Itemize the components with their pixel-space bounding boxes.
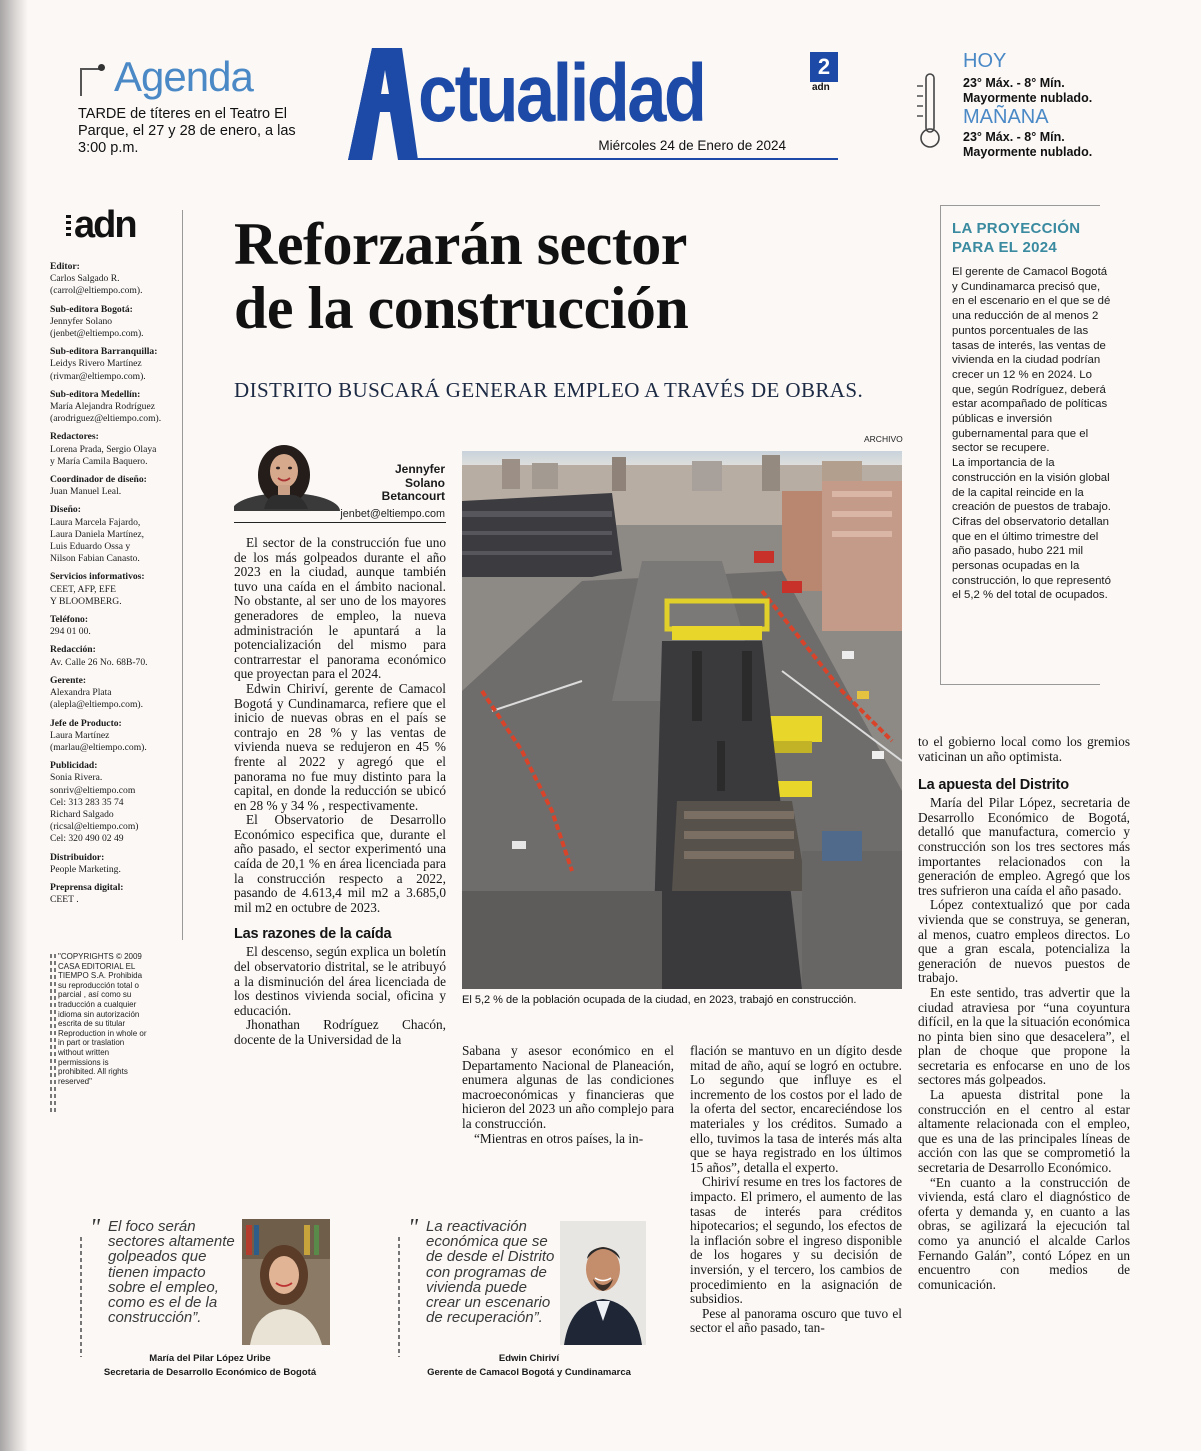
staff-detail: Cel: 320 490 02 49 [50, 833, 124, 845]
staff-detail: María Alejandra Rodríguez [50, 401, 155, 413]
staff-detail: Nilson Fabian Canasto. [50, 553, 140, 565]
staff-role: Gerente: [50, 674, 87, 686]
staff-detail: Cel: 313 283 35 74 [50, 796, 124, 808]
article-paragraph: La apuesta distrital pone la construcción en el centro al estar altamente relacionada con el empleo, que es una de las principales líneas de acción con las que se comprometió la secretaria de Desarrollo Económico. [918, 1087, 1130, 1176]
staff-detail: Av. Calle 26 No. 68B-70. [50, 656, 148, 668]
author-name-line: Solano [404, 475, 445, 490]
article-headline [234, 212, 894, 340]
agenda-dot-icon [98, 64, 105, 71]
staff-entry [50, 431, 180, 468]
weather-today-text: 23° Máx. - 8° Mín. Mayormente nublado. [963, 76, 1093, 105]
staff-role: Sub-editora Bogotá: [50, 303, 133, 315]
article-paragraph: El sector de la construcción fue uno de los más golpeados durante el año 2023 en la ciudad, aunque también tuvo una caída en el ámbito nacional. No obstante, al ser uno de los mayores generadores de empleo, la nueva administración le apuntará a la potencialización del mismo para contrarrestar el panorama económico que proyectan para el 2024. [234, 535, 446, 682]
staff-detail: CEET . [50, 894, 79, 906]
staff-entry [50, 852, 180, 876]
page-number-badge: 2 [810, 52, 838, 82]
copyright-text: "COPYRIGHTS © 2009 CASA EDITORIAL EL TIEMPO S.A. Prohibida su reproducción total o parcial , así como su traducción a cualquier idioma sin autorización escrita de su titular Reproduction in whole or in part or traslation without written permissions is prohibited. All rights reserved" [58, 952, 147, 1086]
logo-bars-icon [66, 215, 71, 239]
article-column-4 [918, 735, 1130, 1292]
article-paragraph: Pese al panorama oscuro que tuvo el sector el año pasado, tan- [690, 1305, 902, 1336]
staff-detail: Luis Eduardo Ossa y [50, 541, 131, 553]
article-paragraph: El descenso, según explica un boletín del observatorio distrital, se le atribuyó a la disminución del área licenciada de los destinos vivienda social, oficina y educación. [234, 944, 446, 1018]
article-paragraph: to el gobierno local como los gremios vaticinan un año optimista. [918, 734, 1130, 764]
quote-mark-icon: " [90, 1215, 101, 1241]
staff-role: Preprensa digital: [50, 881, 124, 893]
copyright-rule [50, 954, 52, 1114]
staff-detail: Lorena Prada, Sergio Olaya [50, 443, 157, 455]
staff-entry [50, 304, 180, 341]
sidebar-paragraph: La importancia de la construcción en la visión global de la capital reincide en la creación de puestos de trabajo. Cifras del observatorio detallan que en el último trimestre del año pasado, hubo 221 mil personas ocupadas en la construcción, lo que representó el 5,2 % del total de ocupados. [952, 457, 1111, 602]
staff-detail: Juan Manuel Leal. [50, 486, 122, 498]
staff-entry [50, 882, 180, 906]
staff-detail: Carlos Salgado R. [50, 273, 120, 285]
staff-entry [50, 346, 180, 383]
masthead-section-title: ctualidad [418, 48, 705, 139]
staff-detail: Alexandra Plata [50, 687, 112, 699]
agenda-bracket-icon [80, 68, 104, 96]
sidebar-body [952, 265, 1112, 603]
staff-entry [50, 504, 180, 565]
article-paragraph: El Observatorio de Desarrollo Económico especifica que, durante el año pasado, el sector experimentó una caída de 20,1 % en área licenciada para la construcción respecto a 2022, pasando de 4.613,4 mil m2 a 3.685,0 mil m2 en octubre de 2023. [234, 812, 446, 915]
staff-entry [50, 760, 180, 845]
agenda-title: Agenda [114, 53, 253, 100]
issue-date: Miércoles 24 de Enero de 2024 [598, 138, 786, 153]
quote-mark-icon: " [408, 1215, 419, 1241]
section-heading: La apuesta del Distrito [918, 777, 1069, 794]
staff-entry [50, 644, 180, 668]
agenda-text: TARDE de títeres en el Teatro El Parque, el 27 y 28 de enero, a las 3:00 p.m. [78, 106, 296, 156]
author-email[interactable]: jenbet@eltiempo.com [340, 508, 445, 520]
staff-box [50, 205, 180, 912]
staff-entry [50, 571, 180, 608]
masthead [340, 44, 840, 164]
article-paragraph: “En cuanto a la construcción de vivienda, está claro el diagnóstico de oferta y demanda y, en cuanto a las obras, se agilizará la ejecución tal como ya anunció el alcalde Carlos Fernando Galán”, contó López en un encuentro con medios de comunicación. [918, 1174, 1130, 1292]
staff-entry [50, 718, 180, 755]
staff-role: Sub-editora Barranquilla: [50, 346, 158, 358]
article-column-2 [462, 1044, 674, 1146]
quote-rule [80, 1237, 82, 1357]
article-subhead: DISTRITO BUSCARÁ GENERAR EMPLEO A TRAVÉS DE OBRAS. [234, 378, 864, 402]
article-column-1 [234, 536, 446, 1048]
staff-detail: (ricsal@eltiempo.com) [50, 821, 139, 833]
article-paragraph: “Mientras en otros países, la in- [474, 1130, 644, 1146]
article-paragraph: López contextualizó que por cada vivienda que se construya, se generan, al menos, cuatro empleos directos. Lo que a gran escala, potencializa la generación de nuevos puestos de trabajo. [918, 897, 1130, 986]
author-portrait-icon [234, 437, 344, 511]
staff-detail: Laura Marcela Fajardo, [50, 516, 141, 528]
staff-entry [50, 614, 180, 638]
weather-today-label: HOY [963, 50, 1007, 72]
weather-box [915, 50, 1165, 160]
staff-detail: (jenbet@eltiempo.com). [50, 328, 144, 340]
byline-divider [234, 522, 446, 523]
staff-entry [50, 389, 180, 426]
quote-text: La reactivación económica que se de desde el Distrito con programas de vivienda puede crear un escenario de recuperación”. [426, 1218, 555, 1327]
page-fold-shadow [0, 0, 28, 1451]
staff-detail: Jennyfer Solano [50, 315, 113, 327]
staff-detail: Laura Martínez [50, 729, 110, 741]
pull-quote-2 [398, 1215, 660, 1385]
thermometer-icon [915, 72, 943, 152]
staff-detail: (carrol@eltiempo.com). [50, 285, 143, 297]
sidebar-paragraph: El gerente de Camacol Bogotá y Cundinamarca precisó que, en el escenario en el que se dé una reducción de al menos 2 puntos porcentuales de las tasas de interés, las ventas de vivienda en la ciudad podrían crecer un 12 % en 2024. Lo que, según Rodríguez, deberá estar acompañado de políticas públicas e inversión gubernamental para que el sector se recupere. [952, 266, 1111, 455]
staff-role: Redactores: [50, 431, 99, 443]
quote-person-role: Secretaria de Desarrollo Económico de Bogotá [103, 1367, 317, 1378]
quote-rule [398, 1237, 400, 1357]
staff-detail: Richard Salgado [50, 808, 114, 820]
masthead-rule [414, 158, 838, 160]
masthead-a-logo-icon [342, 48, 418, 160]
article-paragraph: Edwin Chiriví, gerente de Camacol Bogotá y Cundinamarca, refiere que el inicio de nuevas obras en el país se contrajo en 28 % y las ventas de vivienda nueva se redujeron en 45 % frente al 2022 y agregó que el panorama no fue muy distinto para la capital, en donde la reducción se ubicó en 28 % y 34 % , respectivamente. [234, 680, 446, 813]
headline-line-1: Reforzarán sector [234, 211, 687, 277]
sidebar-box [940, 205, 1120, 685]
staff-detail: Y BLOOMBERG. [50, 595, 122, 607]
author-name-line: Betancourt [381, 489, 445, 503]
staff-entry [50, 474, 180, 498]
staff-role: Diseño: [50, 504, 81, 516]
staff-detail: Sonia Rivera. [50, 772, 103, 784]
staff-role: Teléfono: [50, 614, 89, 626]
staff-entry [50, 675, 180, 712]
staff-role: Jefe de Producto: [50, 717, 122, 729]
staff-role: Distribuidor: [50, 851, 105, 863]
staff-role: Coordinador de diseño: [50, 474, 147, 486]
adn-logo [74, 205, 180, 245]
staff-detail: (rivmar@eltiempo.com). [50, 370, 146, 382]
portrait-man-icon [560, 1221, 646, 1345]
staff-list [50, 261, 180, 906]
staff-divider [182, 210, 183, 940]
author-name [350, 463, 445, 504]
weather-tomorrow-text: 23° Máx. - 8° Mín. Mayormente nublado. [963, 130, 1093, 159]
photo-caption: El 5,2 % de la población ocupada de la ciudad, en 2023, trabajó en construcción. [462, 994, 857, 1006]
staff-role: Redacción: [50, 644, 96, 656]
staff-detail: Leidys Rivero Martínez [50, 358, 142, 370]
author-name-line: Jennyfer [394, 462, 445, 476]
masthead-brand: adn [812, 82, 830, 93]
staff-detail: (arodriguez@eltiempo.com). [50, 413, 162, 425]
staff-detail: (alepla@eltiempo.com). [50, 699, 144, 711]
staff-detail: People Marketing. [50, 863, 121, 875]
staff-role: Sub-editora Medellín: [50, 388, 141, 400]
construction-site-photo-icon [462, 451, 902, 989]
quote-text: El foco serán sectores altamente golpeados que tienen impacto sobre el empleo, como es el de la construcción”. [108, 1218, 235, 1327]
article-paragraph: En este sentido, tras advertir que la ciudad atraviesa por “una coyuntura difícil, en la que la situación económica no pinta bien sino que desacelera”, el plan de choque que propone la secretaria es enfocarse en uno de los sectores más golpeados. [918, 984, 1130, 1088]
quote-person-name: Edwin Chiriví [498, 1353, 560, 1364]
article-paragraph: María del Pilar López, secretaria de Desarrollo Económico de Bogotá, detalló que manufactura, comercio y construcción son los tres sectores más importantes relacionados con la generación de empleo. Agregó que los tres sufrieron una caída el año pasado. [918, 795, 1130, 898]
headline-line-2: de la construcción [234, 275, 689, 341]
staff-role: Editor: [50, 261, 80, 272]
quote-person-role: Gerente de Camacol Bogotá y Cundinamarca [427, 1367, 631, 1378]
article-column-3 [690, 1044, 902, 1336]
staff-detail: y María Camila Baquero. [50, 455, 148, 467]
quote-photo [560, 1221, 646, 1345]
article-paragraph: Chiriví resume en tres los factores de impacto. El primero, el aumento de las tasas de interés para créditos hipotecarios; el segundo, los efectos de la inflación sobre el ingreso disponible de los hogares y su decisión de inversión, y el tercero, los cambios de procedimiento en la asignación de subsidios. [690, 1174, 902, 1307]
quote-photo [242, 1219, 330, 1345]
pull-quote-1 [80, 1215, 340, 1385]
staff-detail: 294 01 00. [50, 626, 91, 638]
staff-role: Publicidad: [50, 760, 98, 772]
article-paragraph: Sabana y asesor económico en el Departamento Nacional de Planeación, enumera algunas de las condiciones macroeconómicas y financieras que hicieron del 2023 un año complejo para la construcción. [462, 1043, 674, 1131]
article-paragraph: Jhonathan Rodríguez Chacón, docente de la Universidad de la [234, 1017, 446, 1047]
quote-person-name: María del Pilar López Uribe [149, 1353, 271, 1364]
photo-credit: ARCHIVO [864, 434, 903, 444]
staff-entry [50, 261, 180, 298]
section-heading: Las razones de la caída [234, 926, 392, 943]
main-photo [462, 451, 902, 989]
staff-role: Servicios informativos: [50, 571, 145, 583]
author-photo [234, 437, 344, 511]
weather-tomorrow-label: MAÑANA [963, 106, 1049, 128]
portrait-woman-icon [242, 1219, 330, 1345]
sidebar-title: LA PROYECCIÓN PARA EL 2024 [952, 220, 1081, 256]
staff-detail: CEET, AFP, EFE [50, 583, 116, 595]
copyright-notice [58, 952, 148, 1086]
adn-logo-text: adn [74, 204, 136, 246]
staff-detail: Laura Daniela Martínez, [50, 528, 145, 540]
staff-detail: sonriv@eltiempo.com [50, 784, 136, 796]
article-paragraph: flación se mantuvo en un dígito desde mitad de año, aquí se logró en octubre. Lo segundo que influye es el incremento de los costos por el lado de la oferta del sector, encareciéndose los materiales y los créditos. Sumado a ello, tuvimos la tasa de interés más alta que se haya registrado en los últimos 15 años”, detalla el experto. [690, 1043, 902, 1175]
staff-detail: (marlau@eltiempo.com). [50, 741, 147, 753]
copyright-rule-2 [54, 954, 56, 1114]
